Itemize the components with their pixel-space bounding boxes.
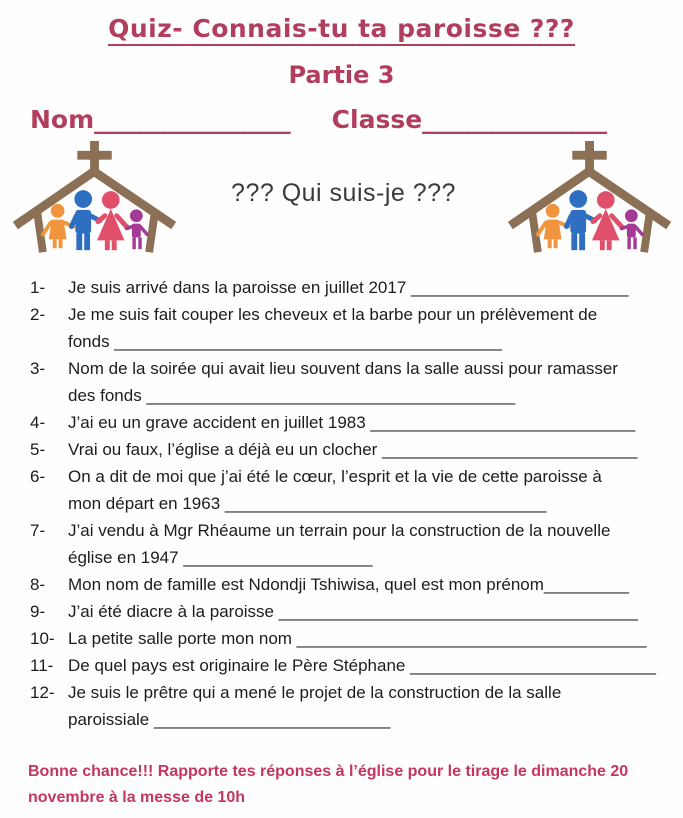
question-number: 1- (30, 278, 46, 297)
name-blank-line: _________________ (94, 105, 290, 134)
question-number: 5- (30, 440, 46, 459)
name-label: Nom (30, 105, 95, 134)
question-text: des fonds _______________________________________ (68, 386, 516, 405)
figure-red-adult (97, 191, 127, 250)
church-family-icon (505, 140, 677, 260)
question-text: J’ai eu un grave accident en juillet 1983 ____________________________ (68, 413, 636, 432)
question-number: 8- (30, 575, 46, 594)
question-number: 2- (30, 305, 46, 324)
question-text: De quel pays est originaire le Père Stéphane __________________________ (68, 656, 656, 675)
class-blank-line: ________________ (422, 105, 607, 134)
question-number: 6- (30, 467, 46, 486)
figure-orange-child (538, 204, 568, 248)
question-text: On a dit de moi que j’ai été le cœur, l’esprit et la vie de cette paroisse à (68, 467, 602, 486)
question-item (30, 517, 659, 571)
name-field (30, 105, 290, 134)
question-item (30, 301, 659, 355)
footer-line: Bonne chance!!! Rapporte tes réponses à l’église pour le tirage le dimanche 20 (28, 763, 629, 780)
question-text: Mon nom de famille est Ndondji Tshiwisa, quel est mon prénom_________ (68, 575, 630, 594)
question-number: 3- (30, 359, 46, 378)
question-item (30, 274, 659, 301)
question-text: J’ai vendu à Mgr Rhéaume un terrain pour la construction de la nouvelle (68, 521, 611, 540)
footer-note (0, 759, 683, 811)
question-text: Je suis arrivé dans la paroisse en juillet 2017 _______________________ (68, 278, 629, 297)
question-number: 10- (30, 629, 55, 648)
page-subtitle: Partie 3 (288, 61, 395, 89)
question-list (0, 274, 683, 733)
class-label: Classe (331, 105, 423, 134)
page-title: Quiz- Connais-tu ta paroisse ??? (108, 14, 575, 46)
question-text: Je suis le prêtre qui a mené le projet de la construction de la salle (68, 683, 562, 702)
question-item (30, 436, 659, 463)
question-item (30, 409, 659, 436)
question-number: 4- (30, 413, 46, 432)
figure-blue-adult (71, 190, 100, 250)
church-family-icon (10, 140, 182, 260)
figure-blue-adult (566, 190, 595, 250)
question-text: fonds _________________________________________ (68, 332, 502, 351)
name-class-row (30, 105, 653, 134)
question-text: J’ai été diacre à la paroisse ______________________________________ (68, 602, 638, 621)
figure-purple-child (621, 209, 642, 249)
church-heading-row (0, 140, 683, 260)
question-number: 11- (30, 656, 54, 675)
figure-purple-child (126, 209, 147, 249)
question-text: Je me suis fait couper les cheveux et la barbe pour un prélèvement de (68, 305, 598, 324)
question-item (30, 598, 659, 625)
question-item (30, 571, 659, 598)
question-text: mon départ en 1963 __________________________________ (68, 494, 547, 513)
figure-red-adult (592, 191, 622, 250)
question-text: Nom de la soirée qui avait lieu souvent dans la salle aussi pour ramasser (68, 359, 618, 378)
footer-line: novembre à la messe de 10h (28, 789, 245, 806)
question-item (30, 652, 659, 679)
question-item (30, 355, 659, 409)
question-number: 12- (30, 683, 55, 702)
question-item (30, 463, 659, 517)
question-text: église en 1947 ____________________ (68, 548, 373, 567)
qui-suis-je-heading: ??? Qui suis-je ??? (231, 178, 456, 207)
question-number: 7- (30, 521, 46, 540)
question-item (30, 679, 659, 733)
question-item (30, 625, 659, 652)
figure-orange-child (43, 204, 73, 248)
question-text: Vrai ou faux, l’église a déjà eu un clocher ___________________________ (68, 440, 638, 459)
class-field (332, 105, 607, 134)
question-text: paroissiale _________________________ (68, 710, 391, 729)
question-number: 9- (30, 602, 46, 621)
question-text: La petite salle porte mon nom _____________________________________ (68, 629, 647, 648)
